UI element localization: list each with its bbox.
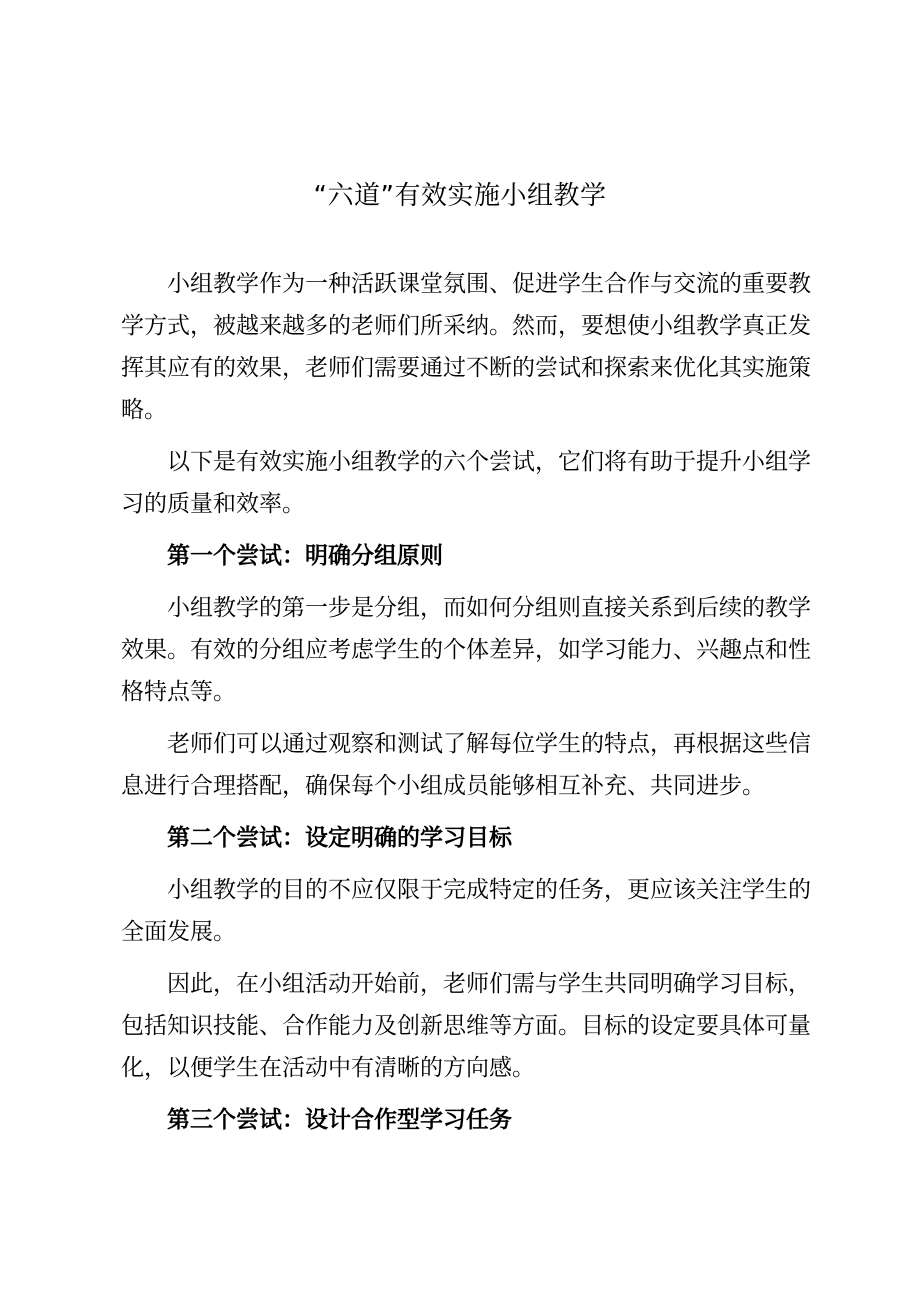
paragraph-grouping-1: 小组教学的第一步是分组，而如何分组则直接关系到后续的教学效果。有效的分组应考虑学生的个体差异，如学习能力、兴趣点和性格特点等。 — [121, 595, 811, 705]
paragraph-goals-2: 因此，在小组活动开始前，老师们需与学生共同明确学习目标，包括知识技能、合作能力及创新思维等方面。目标的设定要具体可量化，以便学生在活动中有清晰的方向感。 — [121, 971, 811, 1081]
paragraph-intro: 小组教学作为一种活跃课堂氛围、促进学生合作与交流的重要教学方式，被越来越多的老师们所采纳。然而，要想使小组教学真正发挥其应有的效果，老师们需要通过不断的尝试和探索来优化其实施策略。 — [121, 271, 811, 423]
document-body — [121, 263, 811, 1151]
document-title: “六道”有效实施小组教学 — [313, 181, 607, 211]
paragraph-overview: 以下是有效实施小组教学的六个尝试，它们将有助于提升小组学习的质量和效率。 — [121, 449, 811, 517]
paragraph-goals-1: 小组教学的目的不应仅限于完成特定的任务，更应该关注学生的全面发展。 — [121, 877, 811, 945]
section-heading-3: 第三个尝试：设计合作型学习任务 — [167, 1107, 512, 1133]
section-heading-1: 第一个尝试：明确分组原则 — [167, 543, 443, 569]
paragraph-grouping-2: 老师们可以通过观察和测试了解每位学生的特点，再根据这些信息进行合理搭配，确保每个小组成员能够相互补充、共同进步。 — [121, 731, 811, 799]
section-heading-2: 第二个尝试：设定明确的学习目标 — [167, 825, 512, 851]
